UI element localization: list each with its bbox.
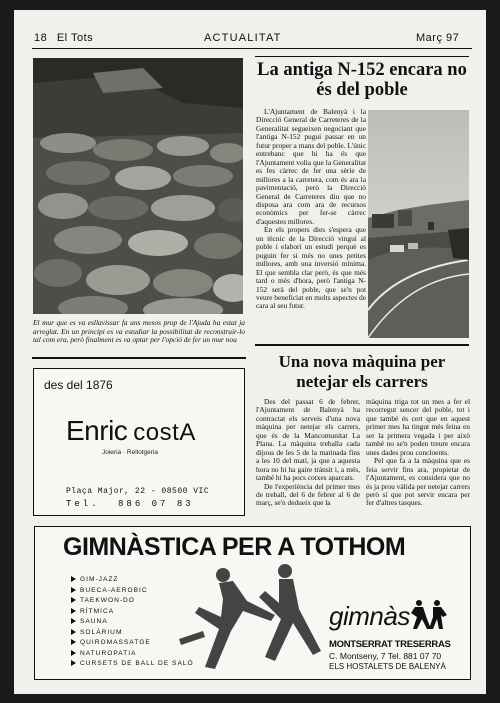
gym-service-item: CURSETS DE BALL DE SALÓ: [71, 659, 194, 670]
article1-top-rule: [255, 56, 469, 57]
gym-service-item: QUIROMASSATGE: [71, 638, 194, 649]
article2-col2-paragraph-1: màquina triga tot un mes a fer el recorregut sencer del poble, tot i que també és cert que en aquest primer mes ha tingut més feina en ser la primera vegada i per això també no se'n poden treure encara unes dades prou concloents.: [366, 398, 470, 457]
article1-body: [256, 108, 366, 340]
ad-address: Plaça Major, 22 - 08500 VIC: [66, 487, 210, 496]
gym-service-item: SAUNA: [71, 617, 194, 628]
ad-phone-number: 886 07 83: [118, 499, 194, 509]
ad-since: des del 1876: [44, 378, 113, 392]
arrow-bullet-icon: [71, 576, 76, 582]
stone-wall-image: [33, 58, 243, 314]
gym-owner: MONTSERRAT TRESERRAS: [329, 639, 451, 650]
header-rule: [32, 48, 472, 49]
ad-brand-last: costA: [133, 419, 196, 446]
article2-column-2: [366, 398, 470, 514]
article2-col1-paragraph-1: Des del passat 6 de febrer, l'Ajuntament de Balenyà ha contractat els serveis d'una nova màquina per netejar els carrers, que és de la Mancomunitat La Plana. La màquina treballa cada dijous de les 5 de la matinada fins a les 10 del matí, ja que a aquesta hora no hi ha gaire trànsit i, a més, també hi ha pocs cotxes aparcats.: [256, 398, 360, 483]
arrow-bullet-icon: [71, 629, 76, 635]
article1-bottom-rule: [255, 344, 469, 346]
article1-paragraph-1: L'Ajuntament de Balenyà i la Direcció General de Carreteres de la Generalitat segueixen negociant que l'antiga N-152 pugui passar en un futur proper a mans del poble. L'únic entrebanc que hi ha és que l'Ajuntament volia que la Generalitat es fes càrrec de fer una sèrie de millores a la carretera, com és ara la pavimentació, però la Direcció General de Carreteres diu que no disposa ara com ara de recursos econòmics per fer-se càrrec d'aquestes millores.: [256, 108, 366, 226]
ad-brand: [66, 415, 196, 447]
road-photo: [368, 110, 469, 338]
arrow-bullet-icon: [71, 650, 76, 656]
gym-address: C. Montseny, 7 Tel. 881 07 70: [329, 651, 442, 661]
page-number-and-title: [34, 32, 93, 44]
dancing-figures-icon: [175, 561, 325, 675]
section-name: ACTUALITAT: [204, 32, 282, 44]
arrow-bullet-icon: [71, 587, 76, 593]
article1-paragraph-2: En els propers dies s'espera que un tècnic de la Direcció vingui al poble i elabori un estudi perquè es puguin fer si més no unes petites millores, amb una inversió mínima. El que sembla clar però, és que més tard o més d'hora, però l'antiga N-152 serà del poble, que se'n pot veure beneficiat en molts aspectes de cara al seu futur.: [256, 225, 366, 311]
stone-wall-photo: [33, 58, 243, 314]
article1-headline: La antiga N-152 encara no és del poble: [257, 60, 467, 100]
article2-headline: Una nova màquina per netejar els carrers: [278, 352, 446, 391]
ad-phone-line: [66, 499, 194, 509]
arrow-bullet-icon: [71, 660, 76, 666]
arrow-bullet-icon: [71, 639, 76, 645]
publication-name: El Tots: [56, 32, 94, 44]
enric-costa-advertisement: [33, 368, 245, 516]
gym-service-item: SOLÀRIUM: [71, 628, 194, 639]
caption-rule: [32, 357, 246, 359]
gym-service-item: GIM-JAZZ: [71, 575, 194, 586]
ad-phone-label: Tel.: [66, 499, 100, 509]
gym-logo-text: gimnàs: [329, 601, 410, 631]
gym-town: ELS HOSTALETS DE BALENYÀ: [329, 662, 446, 671]
page-number: 18: [34, 32, 48, 44]
article2-column-1: [256, 398, 360, 514]
ad-brand-first: Enric: [66, 415, 128, 446]
gym-service-item: BUECA-AEROBIC: [71, 586, 194, 597]
photo-caption: El mur que es va esllavissar fa uns mesos prop de l'Ajuda ha estat ja arreglat. En un principi es va estudiar la possibilitat de reconstruir-lo tal com era, però finalment es va optar per l'opció de fer un mur nou: [33, 318, 245, 345]
gym-logo-figures-icon: [409, 599, 449, 629]
article2-col2-paragraph-2: Pel que fa a la màquina que es feia servir fins ara, propietat de l'Ajuntament, es considera que no és ja prou vàlida per netejar carrers però sí que pot servir encara per fer d'altres tasques.: [366, 456, 470, 508]
gym-service-item: RÍTMICA: [71, 607, 194, 618]
arrow-bullet-icon: [71, 597, 76, 603]
article2-col1-paragraph-2: De l'experiència del primer mes de treball, del 6 de febrer al 6 de març, se'n dedueix que la: [256, 481, 360, 508]
gym-advertisement: [34, 526, 471, 680]
ad-subtitle: Joieria · Rellotgeria: [102, 449, 158, 456]
road-image: [368, 110, 469, 338]
issue-date: Març 97: [416, 32, 460, 44]
gym-title: GIMNÀSTICA PER A TOTHOM: [63, 533, 406, 561]
gym-service-item: TAEKWON-DO: [71, 596, 194, 607]
arrow-bullet-icon: [71, 608, 76, 614]
gym-service-item: NATUROPATIA: [71, 649, 194, 660]
magazine-page: [14, 10, 486, 694]
arrow-bullet-icon: [71, 618, 76, 624]
